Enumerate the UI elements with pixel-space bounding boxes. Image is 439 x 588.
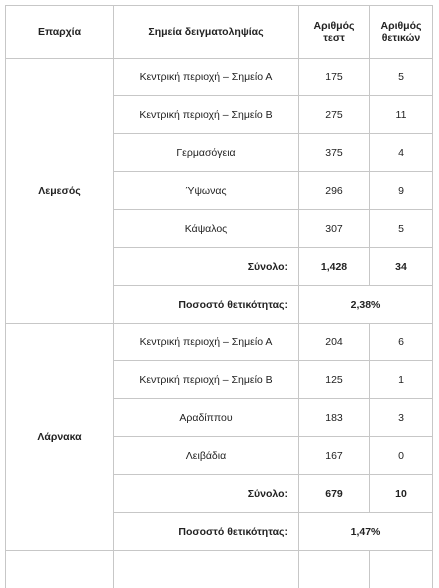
positives-cell: 5	[370, 210, 433, 248]
total-positives: 34	[370, 248, 433, 286]
table-row	[6, 324, 433, 361]
site-cell: Γερμασόγεια	[114, 134, 299, 172]
tests-cell: 167	[299, 437, 370, 475]
total-positives: 10	[370, 475, 433, 513]
site-cell: Λειβάδια	[114, 437, 299, 475]
site-cell: Κάψαλος	[114, 210, 299, 248]
tests-cell: 375	[299, 134, 370, 172]
positives-cell: 1	[370, 361, 433, 399]
site-cell: Κεντρική περιοχή – Σημείο Α	[114, 59, 299, 96]
total-tests: 679	[299, 475, 370, 513]
site-cell: Κεντρική περιοχή – Σημείο Β	[114, 361, 299, 399]
site-cell: Ύψωνας	[114, 172, 299, 210]
rate-label: Ποσοστό θετικότητας:	[114, 286, 299, 324]
tests-cell: 125	[299, 361, 370, 399]
tests-cell: 175	[299, 59, 370, 96]
tests-cell: 296	[299, 172, 370, 210]
total-tests: 1,428	[299, 248, 370, 286]
header-row	[6, 6, 433, 59]
region-cell: Λεμεσός	[6, 59, 114, 324]
site-cell: Αραδίππου	[114, 399, 299, 437]
positives-cell: 9	[370, 172, 433, 210]
cut-off-row	[6, 551, 433, 588]
region-section	[6, 59, 433, 324]
region-cell: Λάρνακα	[6, 324, 114, 551]
tests-cell: 183	[299, 399, 370, 437]
rate-value: 1,47%	[299, 513, 433, 551]
total-label: Σύνολο:	[114, 475, 299, 513]
tests-cell: 275	[299, 96, 370, 134]
header-positives-line1: Αριθμός	[381, 20, 422, 32]
results-table	[5, 5, 433, 588]
cut-off-cell	[299, 551, 370, 588]
rate-value: 2,38%	[299, 286, 433, 324]
positives-cell: 6	[370, 324, 433, 361]
tests-cell: 204	[299, 324, 370, 361]
total-label: Σύνολο:	[114, 248, 299, 286]
positives-cell: 0	[370, 437, 433, 475]
table-row	[6, 59, 433, 96]
header-positives-line2: θετικών	[382, 32, 420, 44]
header-site: Σημεία δειγματοληψίας	[114, 6, 299, 59]
positives-cell: 3	[370, 399, 433, 437]
positives-cell: 11	[370, 96, 433, 134]
header-tests: Αριθμός τεστ	[299, 6, 370, 59]
rate-label: Ποσοστό θετικότητας:	[114, 513, 299, 551]
cut-off-cell	[114, 551, 299, 588]
site-cell: Κεντρική περιοχή – Σημείο Β	[114, 96, 299, 134]
positives-cell: 5	[370, 59, 433, 96]
tests-cell: 307	[299, 210, 370, 248]
header-region: Επαρχία	[6, 6, 114, 59]
cut-off-cell	[6, 551, 114, 588]
site-cell: Κεντρική περιοχή – Σημείο Α	[114, 324, 299, 361]
cut-off-cell	[370, 551, 433, 588]
positives-cell: 4	[370, 134, 433, 172]
region-section	[6, 324, 433, 588]
header-positives	[370, 6, 433, 59]
